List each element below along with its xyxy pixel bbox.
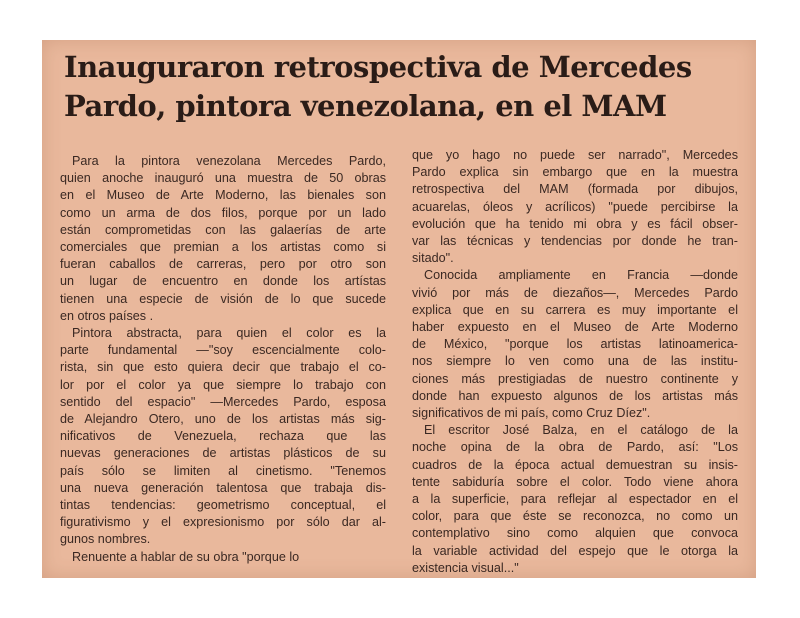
article-line: explica que en su carrera es muy importante el <box>412 302 738 317</box>
article-line: un lugar de encuentro en donde los artístas <box>60 274 386 289</box>
article-line: evolución que ha tenido mi obra y es fácil obser- <box>412 216 738 231</box>
newspaper-clipping <box>42 40 756 578</box>
article-paragraph <box>60 549 386 566</box>
article-line: significativos de mi país, como Cruz Díez". <box>412 406 651 421</box>
article-line: retrospectiva del MAM (formada por dibujos, <box>412 182 738 197</box>
article-paragraph <box>60 325 386 549</box>
article-line: cuadros de la época actual demuestran su insis- <box>412 457 738 472</box>
article-line: nos siempre lo ven como una de las institu- <box>412 354 738 369</box>
article-line: Pintora abstracta, para quien el color es la <box>72 326 386 341</box>
article-line: de México, "porque los artistas latinoamerica- <box>412 337 738 352</box>
article-line: en el Museo de Arte Moderno, las bienales son <box>60 188 386 203</box>
article-paragraph <box>412 147 738 267</box>
article-line: una nueva generación talentosa que trabaja dis- <box>60 480 386 495</box>
article-column-right <box>412 147 738 577</box>
article-line: de Alejandro Otero, uno de los artistas más sig- <box>60 412 386 427</box>
article-column-left <box>60 153 386 566</box>
article-line: Renuente a hablar de su obra "porque lo <box>72 549 300 564</box>
article-line: color, para que éste se reconozca, no como un <box>412 509 738 524</box>
article-line: están comprometidas con las galaerías de arte <box>60 222 386 237</box>
article-line: contemplativo sino como alquien que convoca <box>412 526 738 541</box>
article-line: fueran caballos de carreras, pero por otro son <box>60 257 386 272</box>
article-paragraph <box>60 153 386 325</box>
article-line: nuevas generaciones de artistas plásticos de su <box>60 446 386 461</box>
article-line: existencia visual..." <box>412 560 519 575</box>
article-line: Conocida ampliamente en Francia —donde <box>424 268 738 283</box>
article-line: gunos nombres. <box>60 532 151 547</box>
article-line: noche opina de la obra de Pardo, así: "Los <box>412 440 738 455</box>
article-line: comerciales que premian a los artistas como si <box>60 240 386 255</box>
article-line: ciones más prestigiadas de nuestro continente y <box>412 371 738 386</box>
article-paragraph <box>412 422 738 577</box>
article-line: la variable actividad del espejo que le otorga la <box>412 543 738 558</box>
article-line: vivió por más de diezaños—, Mercedes Pardo <box>412 285 738 300</box>
headline-line-2: Pardo, pintora venezolana, en el MAM <box>64 89 667 123</box>
article-line: figurativismo y el expresionismo por sólo dar al- <box>60 515 386 530</box>
article-line: Pardo explica sin embargo que en la muestra <box>412 165 738 180</box>
article-line: quien anoche inauguró una muestra de 50 obras <box>60 171 386 186</box>
article-line: var las técnicas y tendencias por donde he tran- <box>412 234 738 249</box>
headline-line-1: Inauguraron retrospectiva de Mercedes <box>64 50 692 84</box>
article-line: Para la pintora venezolana Mercedes Pardo, <box>72 154 386 168</box>
headline <box>64 48 744 126</box>
article-line: sitado". <box>412 251 454 266</box>
article-line: parte fundamental —"soy escencialmente colo- <box>60 343 386 358</box>
article-line: que yo hago no puede ser narrado", Mercedes <box>412 148 738 162</box>
article-line: tienen una especie de visión de lo que sucede <box>60 291 386 306</box>
article-line: sentido del espacio" —Mercedes Pardo, esposa <box>60 394 386 409</box>
article-line: rista, sin que esto quiera decir que trabajo el co- <box>60 360 386 375</box>
article-line: como un arma de dos filos, porque por un lado <box>60 205 386 220</box>
article-line: donde han expuesto algunos de los artistas más <box>412 388 738 403</box>
article-line: tintas tendencias: geometrismo conceptual, el <box>60 498 386 513</box>
article-line: nificativos de Venezuela, rechaza que las <box>60 429 386 444</box>
article-paragraph <box>412 267 738 422</box>
article-line: a la superficie, para reflejar al espectador en el <box>412 492 738 507</box>
article-line: haber expuesto en el Museo de Arte Moderno <box>412 320 738 335</box>
article-line: tente sabiduría sobre el color. Todo viene ahora <box>412 474 738 489</box>
article-line: país sólo se limiten al cinetismo. "Tenemos <box>60 463 386 478</box>
article-line: El escritor José Balza, en el catálogo de la <box>424 423 738 438</box>
article-line: acuarelas, óleos y acrílicos) "puede percibirse la <box>412 199 738 214</box>
article-line: lor por el color ya que siempre lo trabajo con <box>60 377 386 392</box>
article-line: en otros países . <box>60 308 154 323</box>
